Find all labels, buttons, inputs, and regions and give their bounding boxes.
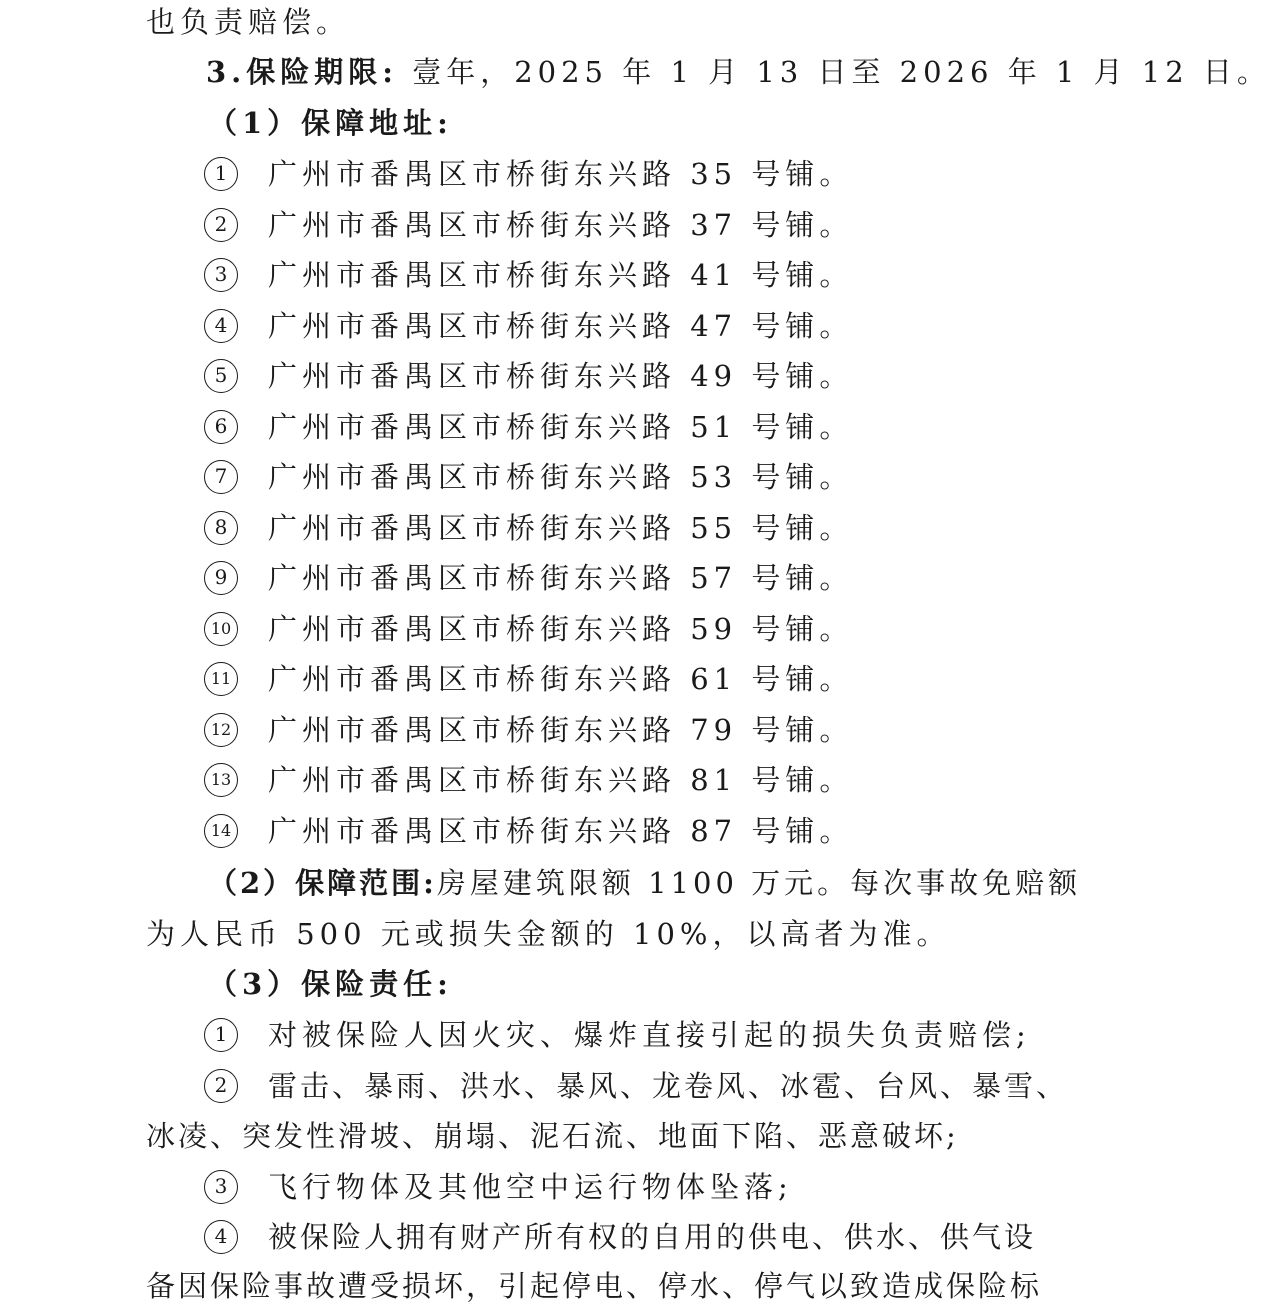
circled-number-marker: 1 [204, 157, 238, 191]
circled-number-marker: 11 [204, 662, 238, 696]
circled-number-marker: 2 [204, 208, 238, 242]
continuation-line: 也负责赔偿。 [146, 5, 351, 39]
circled-number-marker: 5 [204, 359, 238, 393]
address-text: 广州市番禺区市桥街东兴路 55 号铺。 [268, 511, 854, 545]
address-text: 广州市番禺区市桥街东兴路 57 号铺。 [268, 561, 854, 595]
address-text: 广州市番禺区市桥街东兴路 47 号铺。 [268, 309, 854, 343]
circled-number-marker: 14 [204, 814, 238, 848]
liability-text: 对被保险人因火灾、爆炸直接引起的损失负责赔偿; [268, 1018, 1031, 1052]
address-text: 广州市番禺区市桥街东兴路 53 号铺。 [268, 460, 854, 494]
circled-number-marker: 13 [204, 763, 238, 797]
circled-number-marker: 12 [204, 713, 238, 747]
insurance-term-label: 3.保险期限: [206, 55, 398, 89]
liability-text: 飞行物体及其他空中运行物体坠落; [268, 1170, 793, 1204]
circled-number-marker: 3 [204, 258, 238, 292]
address-text: 广州市番禺区市桥街东兴路 59 号铺。 [268, 612, 854, 646]
liability-text: 雷击、暴雨、洪水、暴风、龙卷风、冰雹、台风、暴雪、 [268, 1069, 1069, 1103]
insurance-term-value: 壹年，2025 年 1 月 13 日至 2026 年 1 月 12 日。 [412, 55, 1271, 89]
circled-number-marker: 6 [204, 410, 238, 444]
address-heading: （1）保障地址: [208, 106, 453, 140]
circled-number-marker: 3 [204, 1170, 238, 1204]
coverage-scope-label: （2）保障范围: [208, 866, 437, 900]
address-text: 广州市番禺区市桥街东兴路 87 号铺。 [268, 814, 854, 848]
liability-text: 被保险人拥有财产所有权的自用的供电、供水、供气设 [268, 1220, 1037, 1254]
address-text: 广州市番禺区市桥街东兴路 49 号铺。 [268, 359, 854, 393]
circled-number-marker: 4 [204, 309, 238, 343]
circled-number-marker: 10 [204, 612, 238, 646]
address-text: 广州市番禺区市桥街东兴路 37 号铺。 [268, 208, 854, 242]
coverage-scope-line-2: 为人民币 500 元或损失金额的 10%，以高者为准。 [146, 917, 951, 951]
liability-heading: （3）保险责任: [208, 967, 453, 1001]
address-text: 广州市番禺区市桥街东兴路 61 号铺。 [268, 662, 854, 696]
liability-text-continued: 冰凌、突发性滑坡、崩塌、泥石流、地面下陷、恶意破坏; [146, 1119, 959, 1153]
address-text: 广州市番禺区市桥街东兴路 35 号铺。 [268, 157, 854, 191]
circled-number-marker: 2 [204, 1069, 238, 1103]
coverage-scope-line-1 [208, 863, 1082, 903]
circled-number-marker: 8 [204, 511, 238, 545]
circled-number-marker: 9 [204, 561, 238, 595]
address-text: 广州市番禺区市桥街东兴路 79 号铺。 [268, 713, 854, 747]
address-text: 广州市番禺区市桥街东兴路 41 号铺。 [268, 258, 854, 292]
address-text: 广州市番禺区市桥街东兴路 81 号铺。 [268, 763, 854, 797]
circled-number-marker: 1 [204, 1018, 238, 1052]
circled-number-marker: 7 [204, 460, 238, 494]
insurance-term-line [206, 52, 1271, 92]
circled-number-marker: 4 [204, 1220, 238, 1254]
address-text: 广州市番禺区市桥街东兴路 51 号铺。 [268, 410, 854, 444]
liability-text-continued: 备因保险事故遭受损坏，引起停电、停水、停气以致造成保险标 [146, 1269, 1043, 1303]
coverage-scope-text: 房屋建筑限额 1100 万元。每次事故免赔额 [436, 866, 1082, 900]
